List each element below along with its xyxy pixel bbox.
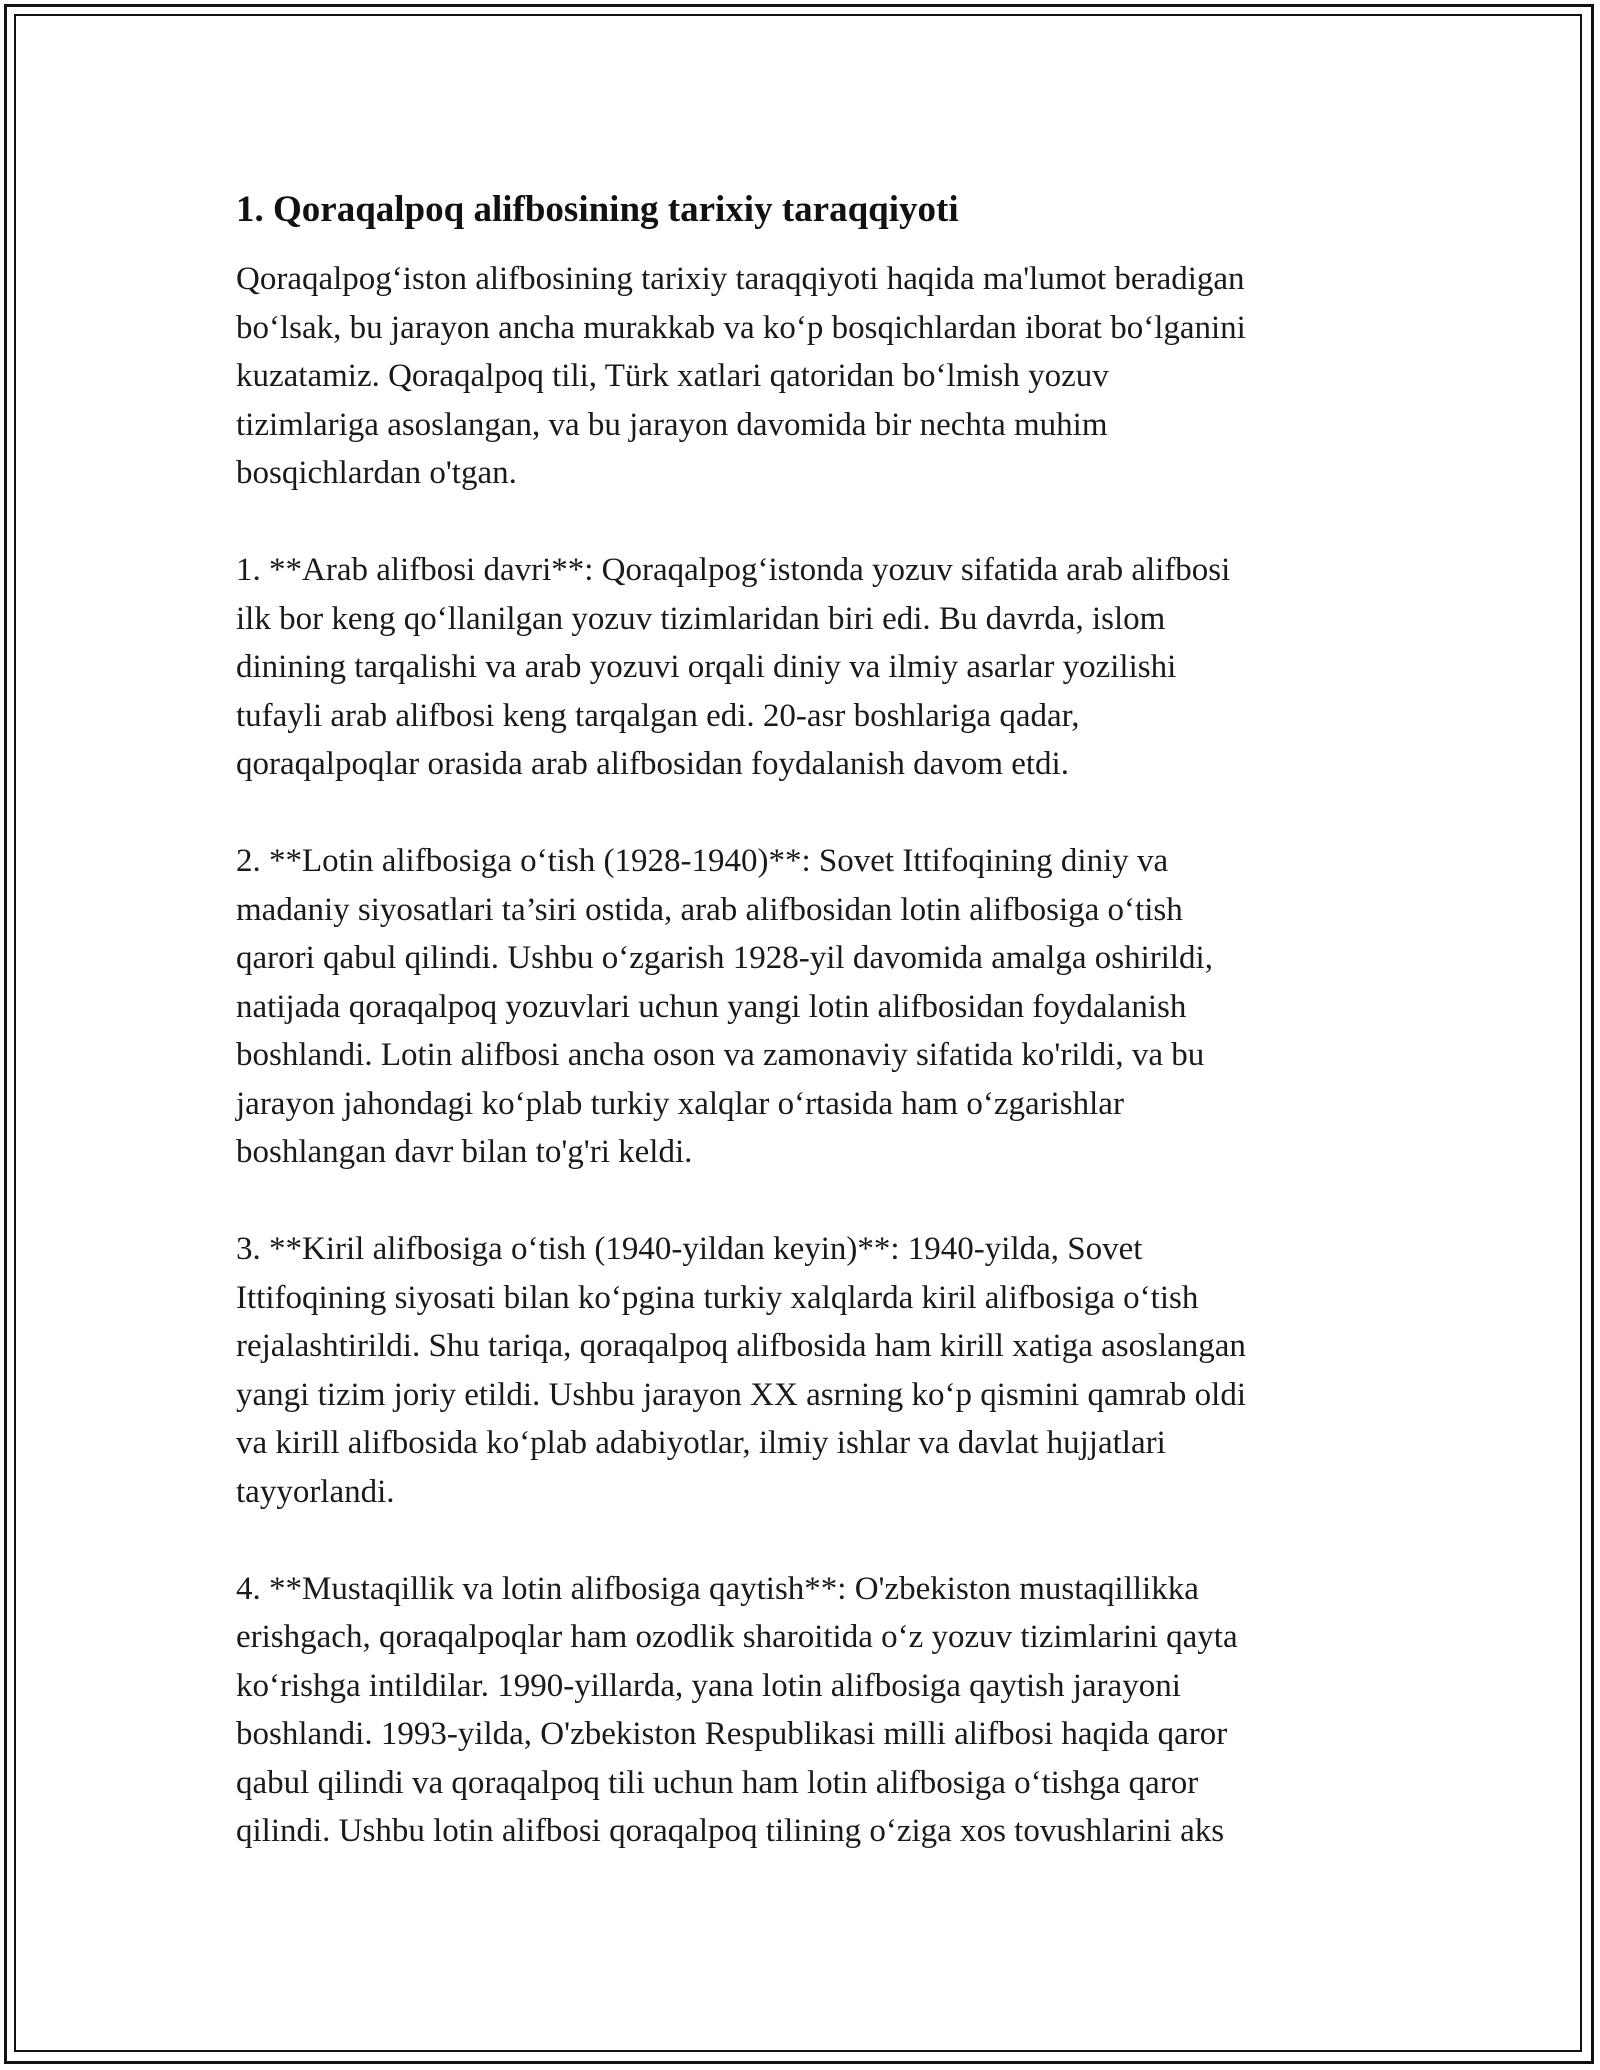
paragraph-line: bo‘lsak, bu jarayon ancha murakkab va ko‘p bosqichlardan iborat bo‘lganini	[236, 309, 1246, 346]
paragraph-line: erishgach, qoraqalpoqlar ham ozodlik sharoitida o‘z yozuv tizimlarini qayta	[236, 1619, 1238, 1655]
paragraph-line: rejalashtirildi. Shu tariqa, qoraqalpoq alifbosida ham kirill xatiga asoslangan	[236, 1328, 1246, 1364]
paragraph-line: boshlangan davr bilan to'g'ri keldi.	[236, 1134, 693, 1170]
paragraph	[236, 1565, 1366, 1856]
paragraph-line: dinining tarqalishi va arab yozuvi orqali diniy va ilmiy asarlar yozilishi	[236, 649, 1177, 685]
document-body	[236, 186, 1366, 1856]
paragraph-line: tufayli arab alifbosi keng tarqalgan edi. 20-asr boshlariga qadar,	[236, 697, 1080, 734]
paragraph-line: qabul qilindi va qoraqalpoq tili uchun ham lotin alifbosiga o‘tishga qaror	[236, 1764, 1199, 1801]
paragraph-line: boshlandi. 1993-yilda, O'zbekiston Respublikasi milli alifbosi haqida qaror	[236, 1716, 1228, 1752]
paragraph-line: qarori qabul qilindi. Ushbu o‘zgarish 1928-yil davomida amalga oshirildi,	[236, 940, 1213, 976]
paragraph-line: ko‘rishga intildilar. 1990-yillarda, yana lotin alifbosiga qaytish jarayoni	[236, 1667, 1181, 1704]
paragraph-line: natijada qoraqalpoq yozuvlari uchun yangi lotin alifbosidan foydalanish	[236, 988, 1187, 1025]
paragraph-line: 2. **Lotin alifbosiga o‘tish (1928-1940)**: Sovet Ittifoqining diniy va	[236, 843, 1169, 879]
paragraph-line: ilk bor keng qo‘llanilgan yozuv tizimlaridan biri edi. Bu davrda, islom	[236, 600, 1166, 637]
paragraph-line: tizimlariga asoslangan, va bu jarayon davomida bir nechta muhim	[236, 406, 1108, 443]
paragraph	[236, 255, 1366, 498]
paragraph-line: qoraqalpoqlar orasida arab alifbosidan foydalanish davom etdi.	[236, 746, 1069, 782]
paragraph	[236, 1225, 1366, 1516]
paragraph-line: 3. **Kiril alifbosiga o‘tish (1940-yildan keyin)**: 1940-yilda, Sovet	[236, 1231, 1143, 1267]
paragraph-line: bosqichlardan o'tgan.	[236, 455, 517, 491]
paragraph-line: jarayon jahondagi ko‘plab turkiy xalqlar o‘rtasida ham o‘zgarishlar	[236, 1085, 1124, 1122]
paragraph-list	[236, 255, 1366, 1856]
paragraph-line: 1. **Arab alifbosi davri**: Qoraqalpog‘istonda yozuv sifatida arab alifbosi	[236, 552, 1231, 588]
paragraph-line: yangi tizim joriy etildi. Ushbu jarayon XX asrning ko‘p qismini qamrab oldi	[236, 1376, 1247, 1413]
paragraph-line: tayyorlandi.	[236, 1473, 395, 1510]
paragraph-line: madaniy siyosatlari ta’siri ostida, arab alifbosidan lotin alifbosiga o‘tish	[236, 891, 1183, 928]
paragraph-line: boshlandi. Lotin alifbosi ancha oson va zamonaviy sifatida ko'rildi, va bu	[236, 1037, 1205, 1073]
paragraph	[236, 546, 1366, 789]
paragraph-line: va kirill alifbosida ko‘plab adabiyotlar, ilmiy ishlar va davlat hujjatlari	[236, 1425, 1166, 1461]
paragraph-line: kuzatamiz. Qoraqalpoq tili, Türk xatlari qatoridan bo‘lmish yozuv	[236, 358, 1109, 394]
paragraph	[236, 837, 1366, 1177]
paragraph-line: Ittifoqining siyosati bilan ko‘pgina turkiy xalqlarda kiril alifbosiga o‘tish	[236, 1279, 1199, 1316]
paragraph-line: 4. **Mustaqillik va lotin alifbosiga qaytish**: O'zbekiston mustaqillikka	[236, 1570, 1199, 1607]
section-heading: 1. Qoraqalpoq alifbosining tarixiy taraqqiyoti	[236, 189, 959, 230]
paragraph-line: Qoraqalpog‘iston alifbosining tarixiy taraqqiyoti haqida ma'lumot beradigan	[236, 261, 1245, 297]
paragraph-line: qilindi. Ushbu lotin alifbosi qoraqalpoq tilining o‘ziga xos tovushlarini aks	[236, 1813, 1225, 1849]
